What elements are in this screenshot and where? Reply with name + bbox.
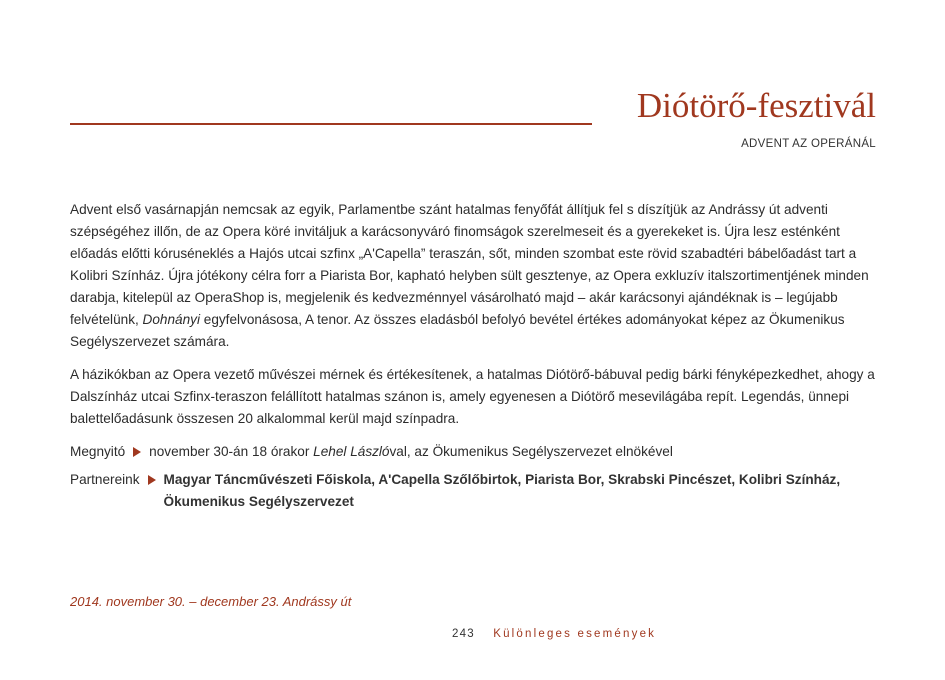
opening-italic: Lehel László	[313, 444, 390, 459]
page-number: 243	[452, 628, 475, 640]
opening-row	[70, 441, 876, 463]
paragraph-intro-text-2: egyfelvonásosa, A tenor. Az összes eladásból befolyó bevétel értékes adományokat képez az Ökumenikus Segélyszervezet számára.	[70, 312, 845, 349]
section-name: Különleges események	[493, 628, 657, 640]
opening-text-2: val, az Ökumenikus Segélyszervezet elnökével	[389, 444, 673, 459]
triangle-right-icon	[133, 447, 141, 457]
page-subtitle: ADVENT AZ OPERÁNÁL	[741, 138, 876, 150]
page-footer	[452, 628, 656, 640]
partners-label: Partnereink	[70, 472, 140, 487]
opening-value	[149, 441, 876, 463]
opening-label: Megnyitó	[70, 444, 126, 459]
paragraph-intro-italic: Dohnányi	[142, 312, 200, 327]
page-title: Diótörő-fesztivál	[636, 86, 876, 125]
paragraph-second: A házikókban az Opera vezető művészei mérnek és értékesítenek, a hatalmas Diótörő-bábuval pedig bárki fényképezkedhet, ahogy a Dalszínház utcai Szfinx-teraszon felállított hatalmas szánon is, amely egyenesen a Diótörő mesevilágába repít. Legendás, ünnepi balettelőadásunk összesen 20 alkalommal kerül majd színpadra.	[70, 367, 875, 426]
header-rule	[70, 123, 592, 125]
article-body	[70, 199, 876, 519]
paragraph-intro	[70, 199, 876, 353]
opening-text-1: november 30-án 18 órakor	[149, 444, 314, 459]
partners-row	[70, 469, 876, 513]
paragraph-intro-text-1: Advent első vasárnapján nemcsak az egyik, Parlamentbe szánt hatalmas fenyőfát állítjuk fel s díszítjük az Andrássy út adventi szépségéhez illőn, de az Opera köré invitáljuk a karácsonyváró finomságok szerelmeseit és a gyerekeket is. Újra lesz esténként előadás előtti kóruséneklés a Hajós utcai szfinx „A'Capella” teraszán, sőt, minden szombat este rövid szabadtéri bábelőadást tart a Kolibri Színház. Újra jótékony célra forr a Piarista Bor, kapható helyben sült gesztenye, az Opera exkluzív italszortimentjének minden darabja, kitelepül az OperaShop is, megjelenik és kedvezménnyel vásárolható majd – akár karácsonyi ajándéknak is – legújabb felvételünk,	[70, 202, 869, 327]
event-date-line: 2014. november 30. – december 23. Andrássy út	[70, 594, 352, 609]
triangle-right-icon	[148, 475, 156, 485]
partners-value: Magyar Táncművészeti Főiskola, A'Capella Szőlőbirtok, Piarista Bor, Skrabski Pincészet, Kolibri Színház, Ökumenikus Segélyszervezet	[163, 472, 841, 509]
